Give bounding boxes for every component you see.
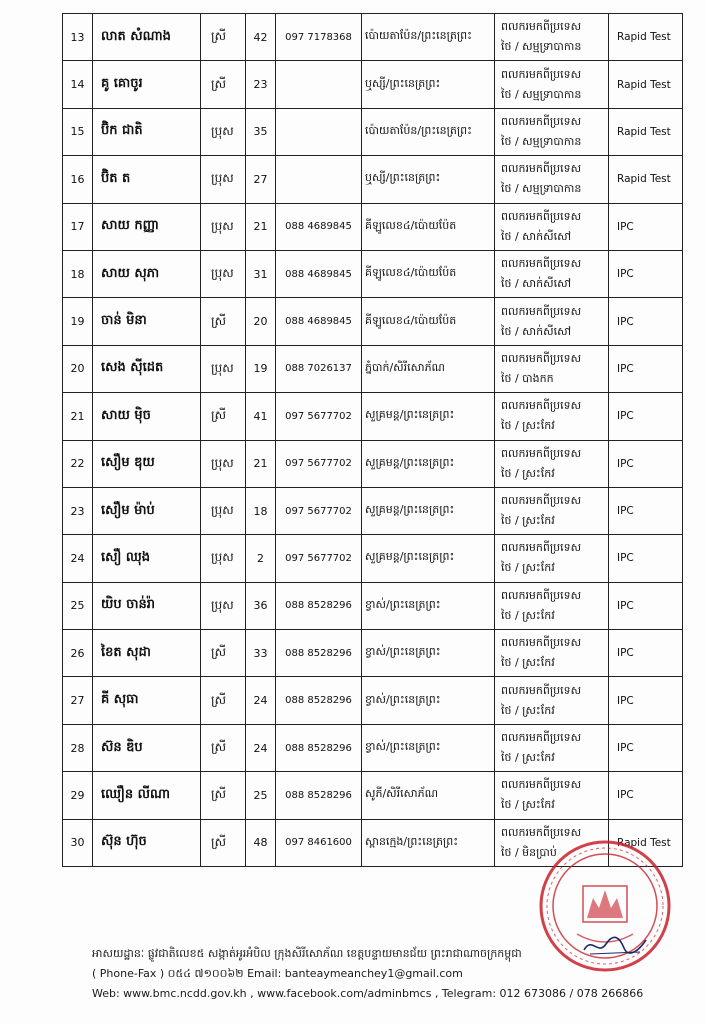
test-type-cell: IPC <box>609 677 683 724</box>
status-cell <box>495 393 609 440</box>
status-cell <box>495 61 609 108</box>
test-type-cell: IPC <box>609 582 683 629</box>
age-cell: 27 <box>246 156 276 203</box>
test-type-cell: Rapid Test <box>609 14 683 61</box>
row-number: 22 <box>63 440 93 487</box>
person-name: ស៊ន ឌិប <box>93 724 201 771</box>
status-location: ថៃ / សាក់សីសៅ <box>501 324 572 338</box>
age-cell: 20 <box>246 298 276 345</box>
test-type-cell: IPC <box>609 487 683 534</box>
address-cell: សួគ្រមន្ត/ព្រះនេត្រព្រះ <box>362 487 495 534</box>
age-cell: 35 <box>246 108 276 155</box>
person-name: គី សុធា <box>93 677 201 724</box>
phone-cell: 097 7178368 <box>276 14 362 61</box>
phone-cell: 088 8528296 <box>276 582 362 629</box>
person-name: សាយ កញ្ញា <box>93 203 201 250</box>
roster-table <box>62 13 683 867</box>
status-origin: ពលករមកពីប្រទេស <box>501 541 582 555</box>
status-location: ថៃ / ស្រះកែវ <box>501 798 555 812</box>
sex-cell: ប្រុស <box>201 156 246 203</box>
status-location: ថៃ / សម្មទ្រាបាកាន <box>501 182 582 196</box>
row-number: 27 <box>63 677 93 724</box>
row-number: 26 <box>63 630 93 677</box>
sex-cell: ប្រុស <box>201 345 246 392</box>
status-cell <box>495 345 609 392</box>
phone-cell: 088 7026137 <box>276 345 362 392</box>
address-cell: សួគ្រមន្ត/ព្រះនេត្រព្រះ <box>362 535 495 582</box>
status-location: ថៃ / ស្រះកែវ <box>501 514 555 528</box>
status-origin: ពលករមកពីប្រទេស <box>501 683 582 697</box>
age-cell: 25 <box>246 772 276 819</box>
address-cell: ខ្វាស់/ព្រះនេត្រព្រះ <box>362 582 495 629</box>
test-type-cell: IPC <box>609 724 683 771</box>
roster-body <box>63 14 683 867</box>
phone-cell: 088 8528296 <box>276 677 362 724</box>
row-number: 13 <box>63 14 93 61</box>
phone-cell <box>276 108 362 155</box>
row-number: 14 <box>63 61 93 108</box>
test-type-cell: Rapid Test <box>609 156 683 203</box>
person-name: សឿម ឌុយ <box>93 440 201 487</box>
row-number: 21 <box>63 393 93 440</box>
status-origin: ពលករមកពីប្រទេស <box>501 257 582 271</box>
age-cell: 24 <box>246 724 276 771</box>
phone-cell: 088 8528296 <box>276 630 362 677</box>
address-cell: ភ្នំបាក់/សិរីសោភ័ណ <box>362 345 495 392</box>
age-cell: 41 <box>246 393 276 440</box>
table-row <box>63 487 683 534</box>
status-origin: ពលករមកពីប្រទេស <box>501 209 582 223</box>
address-cell: សួគ្រមន្ត/ព្រះនេត្រព្រះ <box>362 393 495 440</box>
status-location: ថៃ / សម្មទ្រាបាកាន <box>501 87 582 101</box>
status-location: ថៃ / សម្មទ្រាបាកាន <box>501 40 582 54</box>
sex-cell: ស្រី <box>201 724 246 771</box>
status-location: ថៃ / ស្រះកែវ <box>501 656 555 670</box>
test-type-cell: Rapid Test <box>609 108 683 155</box>
row-number: 28 <box>63 724 93 771</box>
address-cell: សូភី/សិរីសោភ័ណ <box>362 772 495 819</box>
address-cell: ខ្វាស់/ព្រះនេត្រព្រះ <box>362 724 495 771</box>
row-number: 23 <box>63 487 93 534</box>
row-number: 15 <box>63 108 93 155</box>
sex-cell: ស្រី <box>201 393 246 440</box>
table-row <box>63 630 683 677</box>
phone-cell <box>276 61 362 108</box>
status-cell <box>495 298 609 345</box>
row-number: 30 <box>63 819 93 866</box>
address-cell: គីឡូលេខ៤/ប៉ោយប៉ែត <box>362 298 495 345</box>
status-cell <box>495 487 609 534</box>
test-type-cell: IPC <box>609 250 683 297</box>
status-location: ថៃ / សម្មទ្រាបាកាន <box>501 134 582 148</box>
status-origin: ពលករមកពីប្រទេស <box>501 162 582 176</box>
status-origin: ពលករមកពីប្រទេស <box>501 588 582 602</box>
sex-cell: ស្រី <box>201 298 246 345</box>
table-row <box>63 108 683 155</box>
sex-cell: ប្រុស <box>201 108 246 155</box>
status-location: ថៃ / ស្រះកែវ <box>501 561 555 575</box>
age-cell: 31 <box>246 250 276 297</box>
sex-cell: ប្រុស <box>201 440 246 487</box>
test-type-cell: IPC <box>609 203 683 250</box>
phone-cell <box>276 156 362 203</box>
status-location: ថៃ / មិនប្រាប់ <box>501 845 557 859</box>
status-location: ថៃ / ស្រះកែវ <box>501 608 555 622</box>
address-cell: ប៉ោយតាប៉ែន/ព្រះនេត្រព្រះ <box>362 14 495 61</box>
row-number: 16 <box>63 156 93 203</box>
age-cell: 48 <box>246 819 276 866</box>
age-cell: 18 <box>246 487 276 534</box>
age-cell: 42 <box>246 14 276 61</box>
test-type-cell: IPC <box>609 393 683 440</box>
address-cell: ខ្វាស់/ព្រះនេត្រព្រះ <box>362 677 495 724</box>
person-name: ខៃត សុដា <box>93 630 201 677</box>
status-cell <box>495 582 609 629</box>
status-origin: ពលករមកពីប្រទេស <box>501 114 582 128</box>
phone-cell: 097 8461600 <box>276 819 362 866</box>
letterhead-footer <box>92 944 692 1004</box>
row-number: 25 <box>63 582 93 629</box>
status-location: ថៃ / សាក់សីសៅ <box>501 277 572 291</box>
address-cell: ឬស្សី/ព្រះនេត្រព្រះ <box>362 61 495 108</box>
test-type-cell: IPC <box>609 440 683 487</box>
table-row <box>63 156 683 203</box>
phone-cell: 097 5677702 <box>276 535 362 582</box>
sex-cell: ស្រី <box>201 772 246 819</box>
status-origin: ពលករមកពីប្រទេស <box>501 20 582 34</box>
phone-cell: 088 8528296 <box>276 772 362 819</box>
sex-cell: ស្រី <box>201 14 246 61</box>
table-row <box>63 582 683 629</box>
table-row <box>63 203 683 250</box>
status-cell <box>495 156 609 203</box>
table-row <box>63 61 683 108</box>
status-location: ថៃ / ស្រះកែវ <box>501 419 555 433</box>
age-cell: 21 <box>246 440 276 487</box>
table-row <box>63 440 683 487</box>
test-type-cell: IPC <box>609 345 683 392</box>
sex-cell: ស្រី <box>201 819 246 866</box>
test-type-cell: IPC <box>609 772 683 819</box>
row-number: 17 <box>63 203 93 250</box>
status-origin: ពលករមកពីប្រទេស <box>501 494 582 508</box>
address-cell: ស្ពានក្មេង/ព្រះនេត្រព្រះ <box>362 819 495 866</box>
sex-cell: ប្រុស <box>201 203 246 250</box>
status-origin: ពលករមកពីប្រទេស <box>501 825 582 839</box>
person-name: សឿម ម៉ាប់ <box>93 487 201 534</box>
address-cell: ឬស្សី/ព្រះនេត្រព្រះ <box>362 156 495 203</box>
person-name: ប៊ិត ត <box>93 156 201 203</box>
test-type-cell: Rapid Test <box>609 819 683 866</box>
age-cell: 19 <box>246 345 276 392</box>
address-cell: គីឡូលេខ៤/ប៉ោយប៉ែត <box>362 250 495 297</box>
age-cell: 24 <box>246 677 276 724</box>
row-number: 20 <box>63 345 93 392</box>
status-cell <box>495 108 609 155</box>
status-origin: ពលករមកពីប្រទេស <box>501 731 582 745</box>
status-location: ថៃ / ស្រះកែវ <box>501 466 555 480</box>
row-number: 24 <box>63 535 93 582</box>
phone-cell: 088 4689845 <box>276 298 362 345</box>
sex-cell: ស្រី <box>201 630 246 677</box>
sex-cell: ប្រុស <box>201 582 246 629</box>
footer-address: អាសយដ្ឋានៈ ផ្លូវជាតិលេខ៥ សង្កាត់អូរអំបិល ក្រុងសិរីសោភ័ណ ខេត្តបន្ទាយមានជ័យ ព្រះរាជាណាចក្រកម្ពុជា <box>92 947 522 960</box>
age-cell: 36 <box>246 582 276 629</box>
phone-cell: 088 8528296 <box>276 724 362 771</box>
sex-cell: ស្រី <box>201 61 246 108</box>
age-cell: 33 <box>246 630 276 677</box>
status-cell <box>495 535 609 582</box>
test-type-cell: IPC <box>609 630 683 677</box>
person-name: គូ គោចូរ <box>93 61 201 108</box>
status-cell <box>495 772 609 819</box>
table-row <box>63 298 683 345</box>
footer-web: Web: www.bmc.ncdd.gov.kh , www.facebook.com/adminbmcs , Telegram: 012 673086 / 078 266866 <box>92 987 644 1000</box>
person-name: ឈឿន លីណា <box>93 772 201 819</box>
person-name: យិប ចាន់រ៉ា <box>93 582 201 629</box>
phone-cell: 097 5677702 <box>276 440 362 487</box>
person-name: ចាន់ មិនា <box>93 298 201 345</box>
sex-cell: ស្រី <box>201 677 246 724</box>
table-row <box>63 724 683 771</box>
status-cell <box>495 630 609 677</box>
test-type-cell: IPC <box>609 298 683 345</box>
test-type-cell: IPC <box>609 535 683 582</box>
status-location: ថៃ / ស្រះកែវ <box>501 751 555 765</box>
age-cell: 2 <box>246 535 276 582</box>
table-row <box>63 393 683 440</box>
status-cell <box>495 724 609 771</box>
status-cell <box>495 440 609 487</box>
table-row <box>63 14 683 61</box>
status-origin: ពលករមកពីប្រទេស <box>501 636 582 650</box>
address-cell: ប៉ោយតាប៉ែន/ព្រះនេត្រព្រះ <box>362 108 495 155</box>
test-type-cell: Rapid Test <box>609 61 683 108</box>
person-name: ប៊ិក ជាតិ <box>93 108 201 155</box>
sex-cell: ប្រុស <box>201 487 246 534</box>
status-origin: ពលករមកពីប្រទេស <box>501 304 582 318</box>
phone-cell: 088 4689845 <box>276 250 362 297</box>
person-name: សាយ សុភា <box>93 250 201 297</box>
status-cell <box>495 203 609 250</box>
age-cell: 23 <box>246 61 276 108</box>
phone-cell: 097 5677702 <box>276 393 362 440</box>
sex-cell: ប្រុស <box>201 250 246 297</box>
row-number: 29 <box>63 772 93 819</box>
table-row <box>63 677 683 724</box>
row-number: 18 <box>63 250 93 297</box>
address-cell: គីឡូលេខ៤/ប៉ោយប៉ែត <box>362 203 495 250</box>
address-cell: ខ្វាស់/ព្រះនេត្រព្រះ <box>362 630 495 677</box>
person-name: ស៊ុន ហ៊ុច <box>93 819 201 866</box>
status-location: ថៃ / ស្រះកែវ <box>501 703 555 717</box>
status-origin: ពលករមកពីប្រទេស <box>501 351 582 365</box>
status-origin: ពលករមកពីប្រទេស <box>501 67 582 81</box>
row-number: 19 <box>63 298 93 345</box>
address-cell: សួគ្រមន្ត/ព្រះនេត្រព្រះ <box>362 440 495 487</box>
sex-cell: ប្រុស <box>201 535 246 582</box>
status-origin: ពលករមកពីប្រទេស <box>501 399 582 413</box>
person-name: លាត សំណាង <box>93 14 201 61</box>
table-row <box>63 535 683 582</box>
status-cell <box>495 677 609 724</box>
table-row <box>63 250 683 297</box>
age-cell: 21 <box>246 203 276 250</box>
status-location: ថៃ / បាងកក <box>501 371 554 385</box>
person-name: សាយ ម៉ិច <box>93 393 201 440</box>
status-origin: ពលករមកពីប្រទេស <box>501 446 582 460</box>
table-row <box>63 345 683 392</box>
phone-cell: 097 5677702 <box>276 487 362 534</box>
person-name: សេង ស៊ីដេត <box>93 345 201 392</box>
person-name: សឿ ឈុង <box>93 535 201 582</box>
status-location: ថៃ / សាក់សីសៅ <box>501 229 572 243</box>
table-row <box>63 772 683 819</box>
phone-cell: 088 4689845 <box>276 203 362 250</box>
status-cell <box>495 14 609 61</box>
status-origin: ពលករមកពីប្រទេស <box>501 778 582 792</box>
footer-contact: ( Phone-Fax ) ០៥៤ ៧១០០៦២ Email: banteaymeanchey1@gmail.com <box>92 967 463 980</box>
status-cell <box>495 250 609 297</box>
